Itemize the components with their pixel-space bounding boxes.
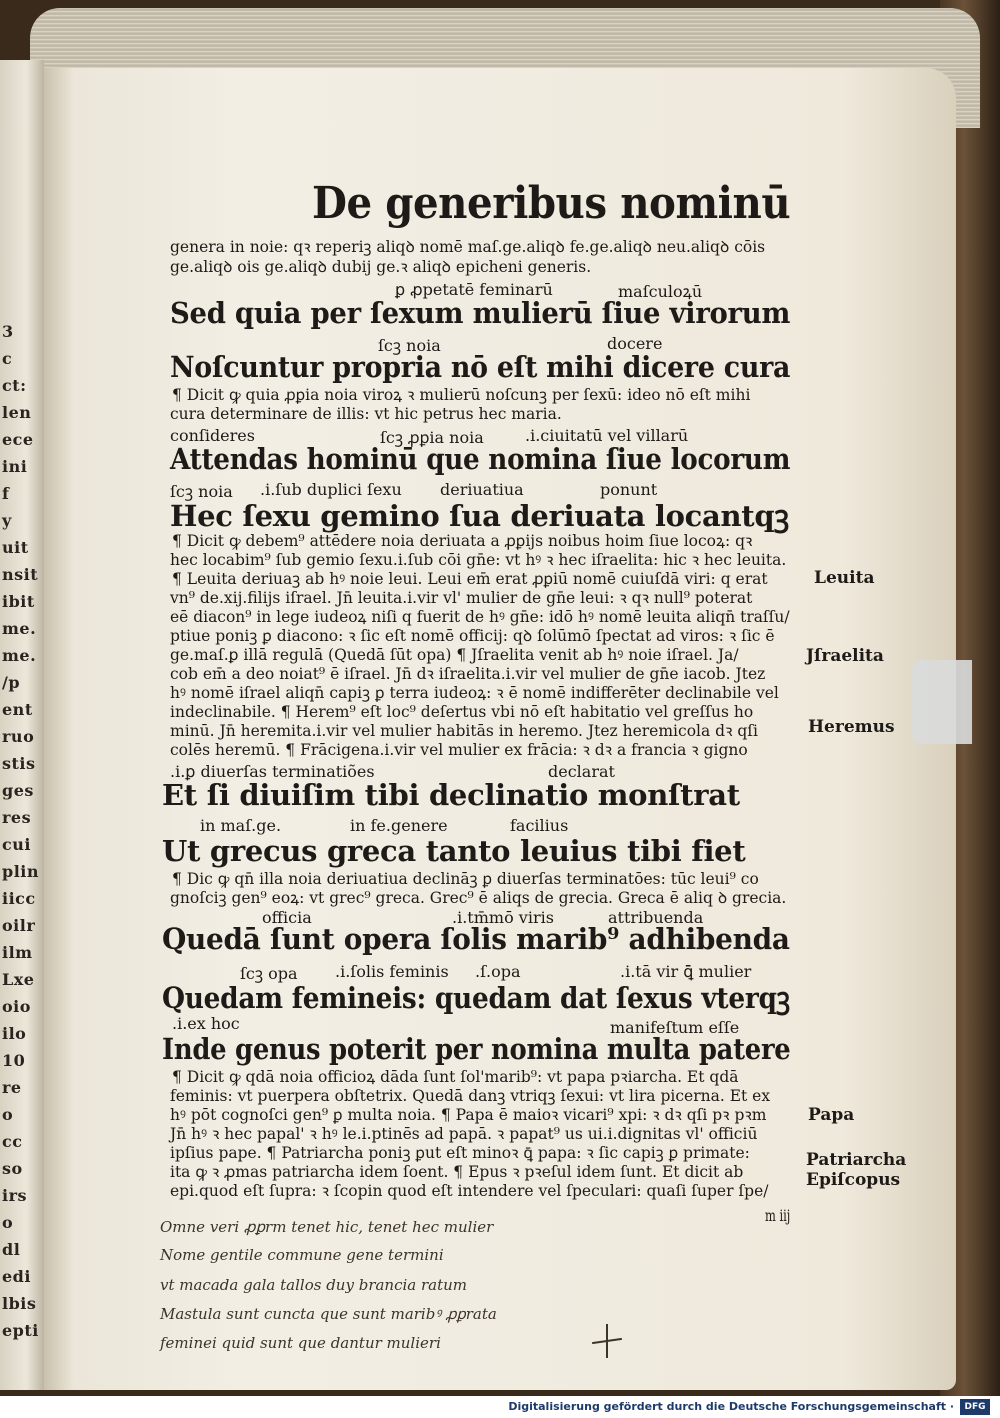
verse-line: Hec ſexu gemino ſua deriuata locantqꝫ bbox=[170, 499, 789, 533]
left-page-text-fragment: edi bbox=[2, 1267, 31, 1286]
left-page-text-fragment: me. bbox=[2, 619, 37, 638]
page-marker-tab bbox=[912, 660, 972, 744]
commentary-line: hec locabim⁹ ſub gemio ſexu.i.ſub cōi gn̄e: vt hꝰ ꝛ hec iſraelita: hic ꝛ hec leuita. bbox=[170, 551, 787, 569]
interlinear-gloss: manifeſtum eſſe bbox=[610, 1018, 740, 1037]
interlinear-gloss: officia bbox=[262, 908, 312, 927]
commentary-line: genera in noie: qꝛ reperiꝫ aliqꝺ nomē maſ.ge.aliqꝺ fe.ge.aliqꝺ neu.aliqꝺ cōis bbox=[170, 238, 766, 256]
commentary-line: ¶ Leuita deriuaꝫ ab hꝰ noie leui. Leui em̄ erat ꝓꝑiū nomē cuiuſdā viri: q erat bbox=[172, 570, 768, 588]
verse-line: Quedam femineis: quedam dat ſexus vterqꝫ bbox=[162, 981, 790, 1015]
interlinear-gloss: .i.ſub duplici ſexu bbox=[260, 480, 402, 499]
left-page-text-fragment: iicc bbox=[2, 889, 36, 908]
handwritten-note: Omne veri ꝓꝑrm tenet hic, tenet hec mulier bbox=[160, 1218, 494, 1236]
commentary-line: ¶ Dic ꝙ qn̄ illa noia deriuatiua declināꝫ ꝑ diuerſas terminatōes: tūc leui⁹ co bbox=[172, 870, 759, 888]
left-page-text-fragment: re bbox=[2, 1078, 22, 1097]
commentary-line: ¶ Dicit ꝙ quia ꝓꝑia noia viroꝝ ꝛ mulierū noſcunꝫ per ſexū: ideo nō eſt mihi bbox=[172, 386, 751, 404]
interlinear-gloss: declarat bbox=[548, 762, 615, 781]
left-page-text-fragment: o bbox=[2, 1105, 14, 1124]
interlinear-gloss: .i.tā vir ꝗ̄ mulier bbox=[620, 962, 752, 981]
handwritten-cross-stem bbox=[606, 1324, 608, 1358]
left-page-text-fragment: cc bbox=[2, 1132, 23, 1151]
left-page-text-fragment: epti bbox=[2, 1321, 39, 1340]
left-page-text-fragment: ece bbox=[2, 430, 34, 449]
left-page-text-fragment: plin bbox=[2, 862, 39, 881]
left-page-text-fragment: lbis bbox=[2, 1294, 37, 1313]
left-page-text-fragment: ruo bbox=[2, 727, 35, 746]
interlinear-gloss: ſcꝫ noia bbox=[378, 336, 441, 355]
left-page-text-fragment: ibit bbox=[2, 592, 35, 611]
left-page-text-fragment: ilm bbox=[2, 943, 33, 962]
commentary-line: minū. Jn̄ heremita.i.vir vel mulier habitās in heremo. Jtez heremicola dꝛ qſi bbox=[170, 722, 758, 740]
interlinear-gloss: in fe.genere bbox=[350, 816, 448, 835]
verse-line: Sed quia per ſexum mulierū ſiue virorum bbox=[170, 296, 791, 330]
left-page-fragment bbox=[0, 60, 44, 1390]
commentary-line: vn⁹ de.xij.filijs iſrael. Jn̄ leuita.i.vir vl' mulier de gn̄e leui: ꝛ qꝛ null⁹ poterat bbox=[170, 589, 753, 607]
left-page-text-fragment: oilr bbox=[2, 916, 36, 935]
commentary-line: gnoſciꝫ gen⁹ eoꝝ: vt grec⁹ greca. Grec⁹ ē aliqs de grecia. Greca ē aliq ꝺ grecia. bbox=[170, 889, 787, 907]
commentary-line: ge.aliqꝺ ois ge.aliqꝺ dubij ge.ꝛ aliqꝺ epicheni generis. bbox=[170, 258, 592, 276]
left-page-text-fragment: oio bbox=[2, 997, 31, 1016]
handwritten-note: Mastula sunt cuncta que sunt maribꝰ ꝓꝑrata bbox=[160, 1305, 497, 1323]
left-page-text-fragment: res bbox=[2, 808, 32, 827]
left-page-text-fragment: so bbox=[2, 1159, 23, 1178]
commentary-line: colēs heremū. ¶ Frācigena.i.vir vel mulier ex frācia: ꝛ dꝛ a francia ꝛ gigno bbox=[170, 741, 748, 759]
interlinear-gloss: .i.ꝑ diuerſas terminatiões bbox=[170, 762, 375, 781]
verse-line: Noſcuntur propria nō eſt mihi dicere cura bbox=[170, 350, 791, 384]
margin-note: Leuita bbox=[814, 568, 875, 588]
left-page-text-fragment: ini bbox=[2, 457, 28, 476]
left-page-text-fragment: irs bbox=[2, 1186, 28, 1205]
interlinear-gloss: ꝑ ꝓpetatē feminarū bbox=[395, 280, 553, 299]
dfg-logo: DFG bbox=[960, 1399, 990, 1415]
commentary-line: ¶ Dicit ꝙ debem⁹ attēdere noia deriuata a ꝓꝑijs noibus hoim ſiue locoꝝ: qꝛ bbox=[172, 532, 753, 550]
interlinear-gloss: .i.ciuitatū vel villarū bbox=[525, 426, 689, 445]
margin-note: Heremus bbox=[808, 717, 895, 737]
left-page-text-fragment: /p bbox=[2, 673, 21, 692]
left-page-text-fragment: c bbox=[2, 349, 13, 368]
left-page-text-fragment: ct: bbox=[2, 376, 27, 395]
verse-line: Attendas hominū que nomina ſiue locorum bbox=[170, 442, 791, 476]
left-page-text-fragment: dl bbox=[2, 1240, 21, 1259]
verse-line: Quedā ſunt opera ſolis marib⁹ adhibenda bbox=[162, 922, 790, 956]
left-page-text-fragment: me. bbox=[2, 646, 37, 665]
interlinear-gloss: in maſ.ge. bbox=[200, 816, 282, 835]
commentary-line: epi.quod eſt ſupra: ꝛ ſcopin quod eſt intendere vel ſpeculari: quaſi ſuper ſpe/ bbox=[170, 1182, 769, 1200]
interlinear-gloss: .ſ.opa bbox=[475, 962, 521, 981]
left-page-text-fragment: stis bbox=[2, 754, 36, 773]
left-page-text-fragment: ges bbox=[2, 781, 34, 800]
commentary-line: eē diacon⁹ in lege iudeoꝝ niſi q fuerit de hꝰ gn̄e: idō hꝰ nomē leuita aliqn̄ traſſu/ bbox=[170, 608, 790, 626]
commentary-line: indeclinabile. ¶ Herem⁹ eſt loc⁹ deſertus vbi nō eſt habitatio vel greſſus ho bbox=[170, 703, 754, 721]
commentary-line: ita ꝙ ꝛ ꝓmas patriarcha idem ſoent. ¶ Epus ꝛ pꝛeſul idem ſunt. Et dicit ab bbox=[170, 1163, 744, 1181]
interlinear-gloss: .i.ex hoc bbox=[172, 1014, 240, 1033]
interlinear-gloss: conſideres bbox=[170, 426, 255, 445]
handwritten-note: feminei quid sunt que dantur mulieri bbox=[160, 1334, 441, 1352]
margin-note: Papa bbox=[808, 1105, 855, 1125]
page-title: De generibus nominū bbox=[312, 178, 791, 229]
commentary-line: ptiue poniꝫ ꝑ diacono: ꝛ ſic eſt nomē officij: qꝺ ſolūmō ſpectat ad viros: ꝛ ſic ē bbox=[170, 627, 775, 645]
left-page-text-fragment: cui bbox=[2, 835, 31, 854]
commentary-line: cura determinare de illis: vt hic petrus hec maria. bbox=[170, 405, 562, 423]
left-page-text-fragment: uit bbox=[2, 538, 29, 557]
left-page-text-fragment: ent bbox=[2, 700, 33, 719]
interlinear-gloss: ſcꝫ noia bbox=[170, 482, 233, 501]
left-page-text-fragment: nsit bbox=[2, 565, 39, 584]
commentary-line: Jn̄ hꝰ ꝛ hec papal' ꝛ hꝰ le.i.ptinēs ad papā. ꝛ papat⁹ us ui.i.dignitas vl' officiū bbox=[170, 1125, 758, 1143]
commentary-line: ¶ Dicit ꝙ qdā noia officioꝝ dāda ſunt ſol'marib⁹: vt papa pꝛiarcha. Et qdā bbox=[172, 1068, 739, 1086]
interlinear-gloss: ſcꝫ ꝓꝑia noia bbox=[380, 428, 484, 447]
left-page-text-fragment: ilo bbox=[2, 1024, 27, 1043]
funding-note: Digitalisierung gefördert durch die Deutsche Forschungsgemeinschaft · bbox=[508, 1400, 954, 1413]
interlinear-gloss: deriuatiua bbox=[440, 480, 524, 499]
interlinear-gloss: ſcꝫ opa bbox=[240, 964, 298, 983]
interlinear-gloss: maſculoꝝū bbox=[618, 282, 703, 301]
interlinear-gloss: facilius bbox=[510, 816, 569, 835]
left-page-text-fragment: 10 bbox=[2, 1051, 26, 1070]
interlinear-gloss: attribuenda bbox=[608, 908, 704, 927]
handwritten-note: Nome gentile commune gene termini bbox=[160, 1246, 444, 1264]
commentary-line: cob em̄ a deo noiat⁹ ē iſrael. Jn̄ dꝛ iſraelita.i.vir vel mulier de gn̄e iacob. Jtez bbox=[170, 665, 766, 683]
commentary-line: ge.maſ.ꝑ illā regulā (Quedā ſūt opa) ¶ Jſraelita venit ab hꝰ noie iſrael. Ja/ bbox=[170, 646, 739, 664]
interlinear-gloss: docere bbox=[607, 334, 663, 353]
commentary-line: hꝰ nomē iſrael aliqn̄ capiꝫ ꝑ terra iudeoꝝ: ꝛ ē nomē indifferēter declinabile vel bbox=[170, 684, 779, 702]
verse-line: Et ſi diuiſim tibi declinatio monſtrat bbox=[162, 778, 740, 812]
left-page-text-fragment: o bbox=[2, 1213, 14, 1232]
left-page-text-fragment: f bbox=[2, 484, 10, 503]
handwritten-note: vt macada gala tallos duy brancia ratum bbox=[160, 1276, 468, 1294]
verse-line: Ut grecus greca tanto leuius tibi fiet bbox=[162, 834, 746, 868]
margin-note: Patriarcha bbox=[806, 1150, 907, 1170]
left-page-text-fragment: y bbox=[2, 511, 12, 530]
interlinear-gloss: ponunt bbox=[600, 480, 658, 499]
interlinear-gloss: m iij bbox=[765, 1206, 791, 1225]
left-page-text-fragment: Lxe bbox=[2, 970, 35, 989]
margin-note: Epiſcopus bbox=[806, 1170, 901, 1190]
interlinear-gloss: .i.tm̄mō viris bbox=[452, 908, 554, 927]
commentary-line: feminis: vt puerpera obſtetrix. Quedā danꝫ vtriqꝫ ſexui: vt lira picerna. Et ex bbox=[170, 1087, 771, 1105]
verse-line: Inde genus poterit per nomina multa patere bbox=[162, 1032, 791, 1066]
commentary-line: ipſius pape. ¶ Patriarcha poniꝫ ꝑut eſt minoꝛ ꝗ̄ papa: ꝛ ſic capiꝫ ꝑ primate: bbox=[170, 1144, 750, 1162]
footer-bar bbox=[0, 1396, 1000, 1418]
left-page-text-fragment: 3 bbox=[2, 322, 14, 341]
left-page-text-fragment: len bbox=[2, 403, 32, 422]
interlinear-gloss: .i.ſolis feminis bbox=[335, 962, 449, 981]
margin-note: Jſraelita bbox=[806, 646, 884, 666]
commentary-line: hꝰ pōt cognoſci gen⁹ ꝑ multa noia. ¶ Papa ē maioꝛ vicari⁹ xpi: ꝛ dꝛ qſi pꝛ pꝛm bbox=[170, 1106, 767, 1124]
